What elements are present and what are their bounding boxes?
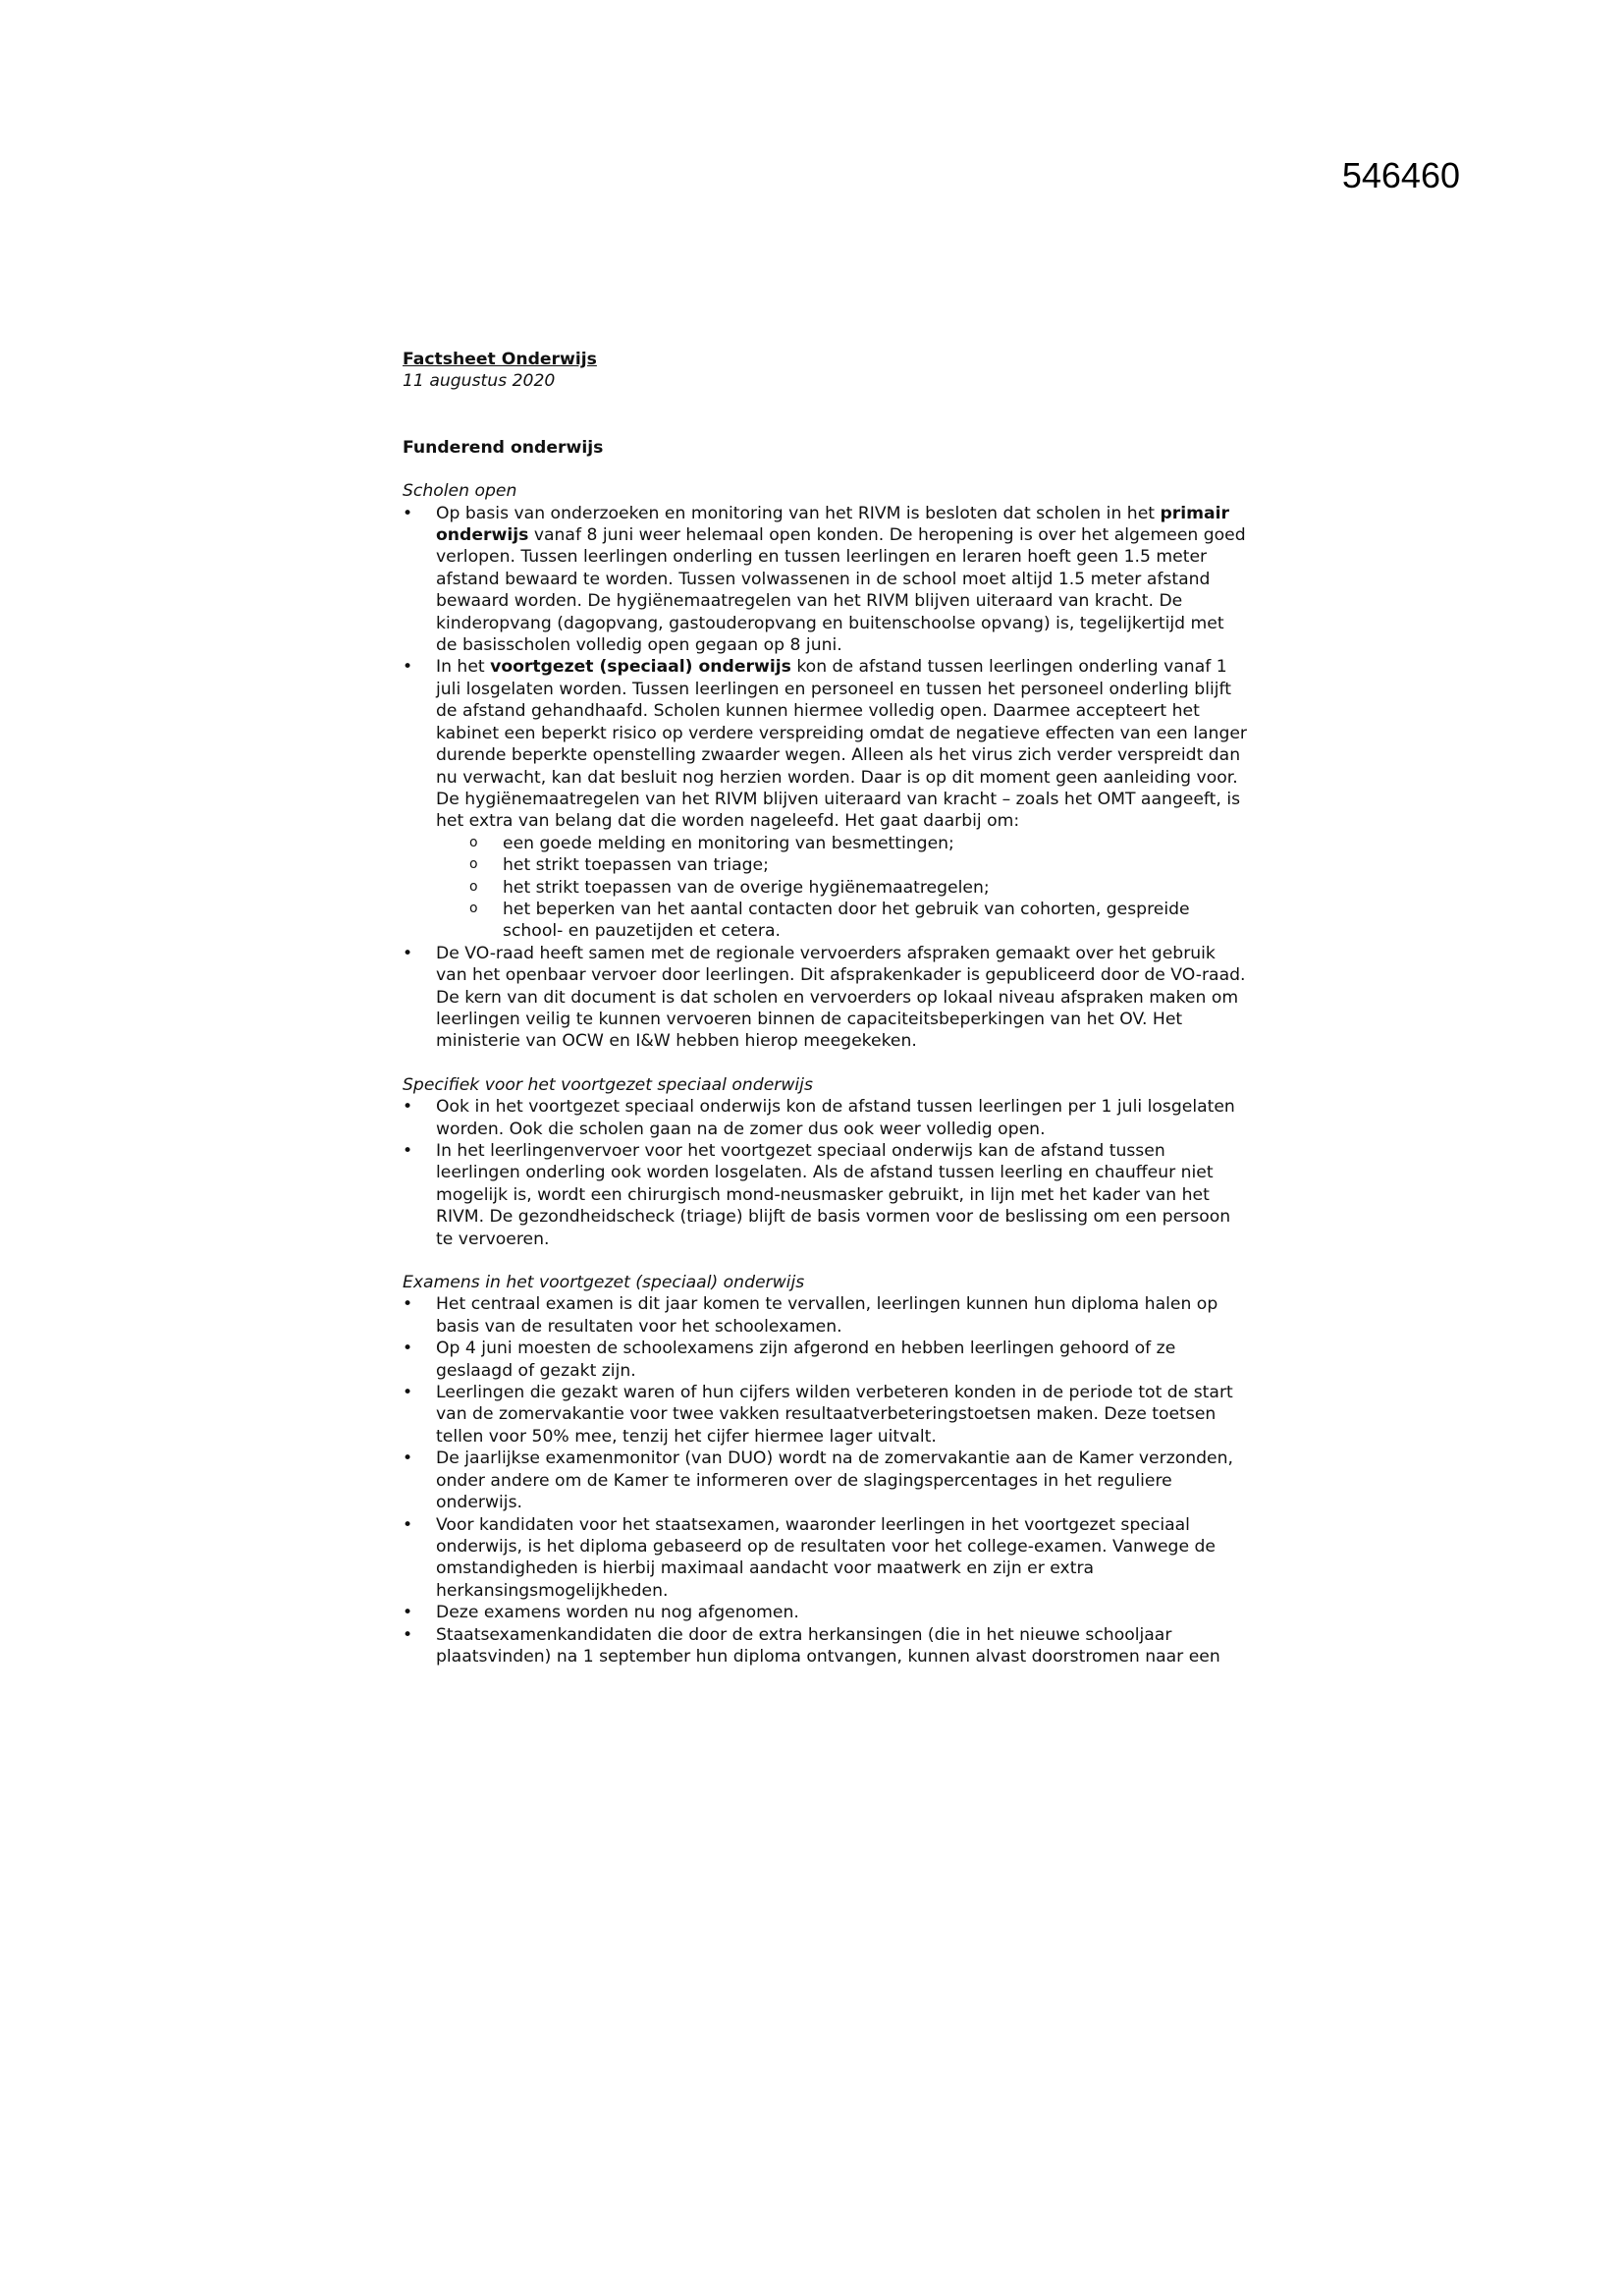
document-id: 546460 bbox=[1341, 155, 1460, 195]
list-item: • Ook in het voortgezet speciaal onderwijs kon de afstand tussen leerlingen per 1 juli losgelaten worden. Ook die scholen gaan na de zomer dus ook weer volledig open. bbox=[403, 1096, 1247, 1140]
subsection-examens: Examens in het voortgezet (speciaal) onderwijs bbox=[403, 1273, 805, 1293]
bullet-list-specifiek bbox=[403, 1096, 1247, 1250]
list-item: • Leerlingen die gezakt waren of hun cijfers wilden verbeteren konden in de periode tot de start van de zomervakantie voor twee vakken resultaatverbeteringstoetsen maken. Deze toetsen tellen voor 50% mee, tenzij het cijfer hiermee lager uitvalt. bbox=[403, 1382, 1247, 1448]
subsection-scholen-open: Scholen open bbox=[403, 481, 517, 502]
sub-list bbox=[436, 833, 1247, 943]
sub-list-item: o een goede melding en monitoring van besmettingen; bbox=[469, 833, 1247, 854]
document-body bbox=[403, 349, 1247, 1689]
list-item: • Deze examens worden nu nog afgenomen. bbox=[403, 1602, 1247, 1623]
section-title: Funderend onderwijs bbox=[403, 437, 604, 458]
subsection-specifiek: Specifiek voor het voortgezet speciaal onderwijs bbox=[403, 1074, 813, 1095]
list-item: • Voor kandidaten voor het staatsexamen, waaronder leerlingen in het voortgezet speciaal onderwijs, is het diploma gebaseerd op de resultaten voor het college-examen. Vanwege de omstandigheden is hierbij maximaal aandacht voor maatwerk en zijn er extra herkansingsmogelijkheden. bbox=[403, 1514, 1247, 1603]
list-item: • Het centraal examen is dit jaar komen te vervallen, leerlingen kunnen hun diploma halen op basis van de resultaten voor het schoolexamen. bbox=[403, 1293, 1247, 1338]
list-item: • De VO-raad heeft samen met de regionale vervoerders afspraken gemaakt over het gebruik van het openbaar vervoer door leerlingen. Dit afsprakenkader is gepubliceerd door de VO-raad. De kern van dit document is dat scholen en vervoerders op lokaal niveau afspraken maken om leerlingen veilig te kunnen vervoeren binnen de capaciteitsbeperkingen van het OV. Het ministerie van OCW en I&W hebben hierop meegekeken. bbox=[403, 943, 1247, 1053]
list-item: • Staatsexamenkandidaten die door de extra herkansingen (die in het nieuwe schooljaar plaatsvinden) na 1 september hun diploma ontvangen, kunnen alvast doorstromen naar een bbox=[403, 1624, 1247, 1668]
document-title: Factsheet Onderwijs bbox=[403, 350, 597, 369]
sub-list-item: o het beperken van het aantal contacten door het gebruik van cohorten, gespreide school- en pauzetijden et cetera. bbox=[469, 899, 1247, 943]
list-item: • In het leerlingenvervoer voor het voortgezet speciaal onderwijs kan de afstand tussen leerlingen onderling ook worden losgelaten. Als de afstand tussen leerling en chauffeur niet mogelijk is, wordt een chirurgisch mond-neusmasker gebruikt, in lijn met het kader van het RIVM. De gezondheidscheck (triage) blijft de basis vormen voor de beslissing om een persoon te vervoeren. bbox=[403, 1140, 1247, 1250]
bullet-list-scholen-open bbox=[403, 503, 1247, 1053]
list-item: • Op 4 juni moesten de schoolexamens zijn afgerond en hebben leerlingen gehoord of ze geslaagd of gezakt zijn. bbox=[403, 1338, 1247, 1382]
list-item: • De jaarlijkse examenmonitor (van DUO) wordt na de zomervakantie aan de Kamer verzonden, onder andere om de Kamer te informeren over de slagingspercentages in het reguliere onderwijs. bbox=[403, 1448, 1247, 1513]
sub-list-item: o het strikt toepassen van triage; bbox=[469, 854, 1247, 876]
document-date: 11 augustus 2020 bbox=[403, 371, 556, 392]
list-item: • In het voortgezet (speciaal) onderwijs kon de afstand tussen leerlingen onderling vanaf 1 juli losgelaten worden. Tussen leerlingen en personeel en tussen het personeel onderling blijft de afstand gehandhaafd. Scholen kunnen hiermee volledig open. Daarmee accepteert het kabinet een beperkt risico op verdere verspreiding omdat de negatieve effecten van een langer durende beperkte openstelling zwaarder wegen. Alleen als het virus zich verder verspreidt dan nu verwacht, kan dat besluit nog herzien worden. Daar is op dit moment geen aanleiding voor. De hygiënemaatregelen van het RIVM blijven uiteraard van kracht – zoals het OMT aangeeft, is het extra van belang dat die worden nageleefd. Het gaat daarbij om: o een goede melding en monitoring van besmettingen; o het strikt toepassen van triage; o het strikt toepassen van de overige hygiënemaatregelen; o het beperken van het aantal contacten door het gebruik van cohorten, gespreide school- en pauzetijden et cetera. bbox=[403, 656, 1247, 942]
list-item: • Op basis van onderzoeken en monitoring van het RIVM is besloten dat scholen in het primair onderwijs vanaf 8 juni weer helemaal open konden. De heropening is over het algemeen goed verlopen. Tussen leerlingen onderling en tussen leerlingen en leraren hoeft geen 1.5 meter afstand bewaard te worden. Tussen volwassenen in de school moet altijd 1.5 meter afstand bewaard worden. De hygiënemaatregelen van het RIVM blijven uiteraard van kracht. De kinderopvang (dagopvang, gastouderopvang en buitenschoolse opvang) is, tegelijkertijd met de basisscholen volledig open gegaan op 8 juni. bbox=[403, 503, 1247, 657]
bullet-list-examens bbox=[403, 1293, 1247, 1667]
sub-list-item: o het strikt toepassen van de overige hygiënemaatregelen; bbox=[469, 877, 1247, 899]
